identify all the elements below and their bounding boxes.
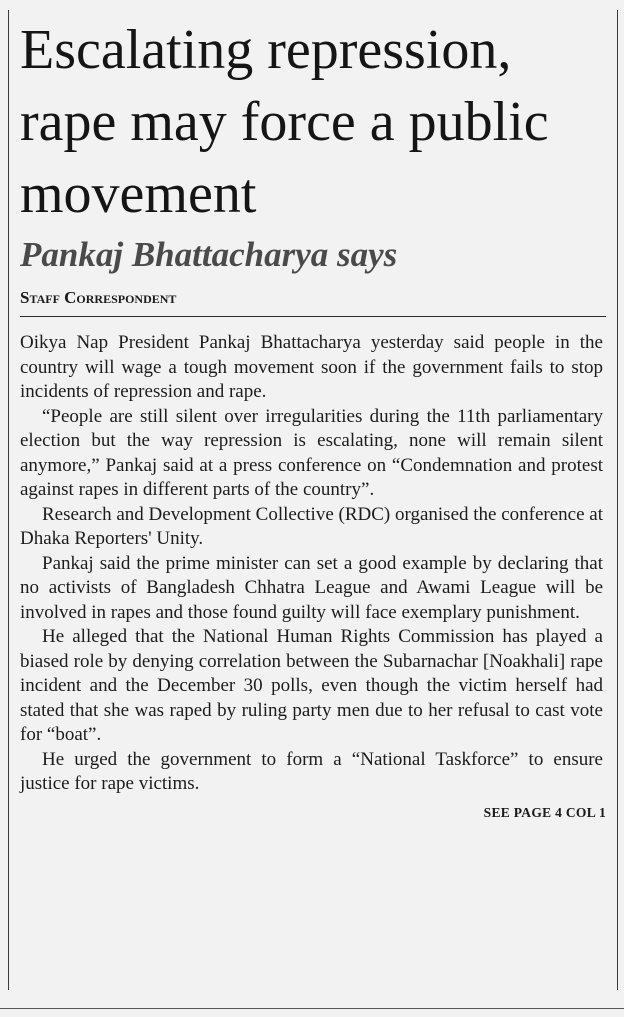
- column-rule-right: [617, 10, 618, 990]
- article-byline: Staff Correspondent: [20, 288, 606, 317]
- continued-on-page-note: SEE PAGE 4 COL 1: [483, 804, 606, 820]
- article-paragraph: He urged the government to form a “National Taskforce” to ensure justice for rape victims.: [20, 748, 603, 794]
- bottom-rule: [0, 1008, 624, 1009]
- article-paragraph: Pankaj said the prime minister can set a good example by declaring that no activists of Bangladesh Chhatra League and Awami League will be involved in rapes and those found guilty will face exemplary punishment.: [20, 552, 603, 623]
- article-body: [20, 331, 603, 797]
- article-paragraph: “People are still silent over irregularities during the 11th parliamentary election but the way repression is escalating, none will remain silent anymore,” Pankaj said at a press conference on “Condemnation and protest against rapes in different parts of the country”.: [20, 405, 603, 500]
- column-rule-left: [8, 10, 9, 990]
- news-article: [20, 14, 606, 821]
- article-paragraph: Research and Development Collective (RDC) organised the conference at Dhaka Reporters' Unity.: [20, 503, 603, 549]
- article-paragraph: He alleged that the National Human Rights Commission has played a biased role by denying correlation between the Subarnachar [Noakhali] rape incident and the December 30 polls, even though the victim herself had stated that she was raped by ruling party men due to her refusal to cast vote for “boat”.: [20, 626, 603, 745]
- article-headline: Escalating repression, rape may force a public movement: [20, 19, 549, 225]
- article-subhead: Pankaj Bhattacharya says: [20, 235, 398, 274]
- article-paragraph: Oikya Nap President Pankaj Bhattacharya yesterday said people in the country will wage a tough movement soon if the government fails to stop incidents of repression and rape.: [20, 332, 603, 402]
